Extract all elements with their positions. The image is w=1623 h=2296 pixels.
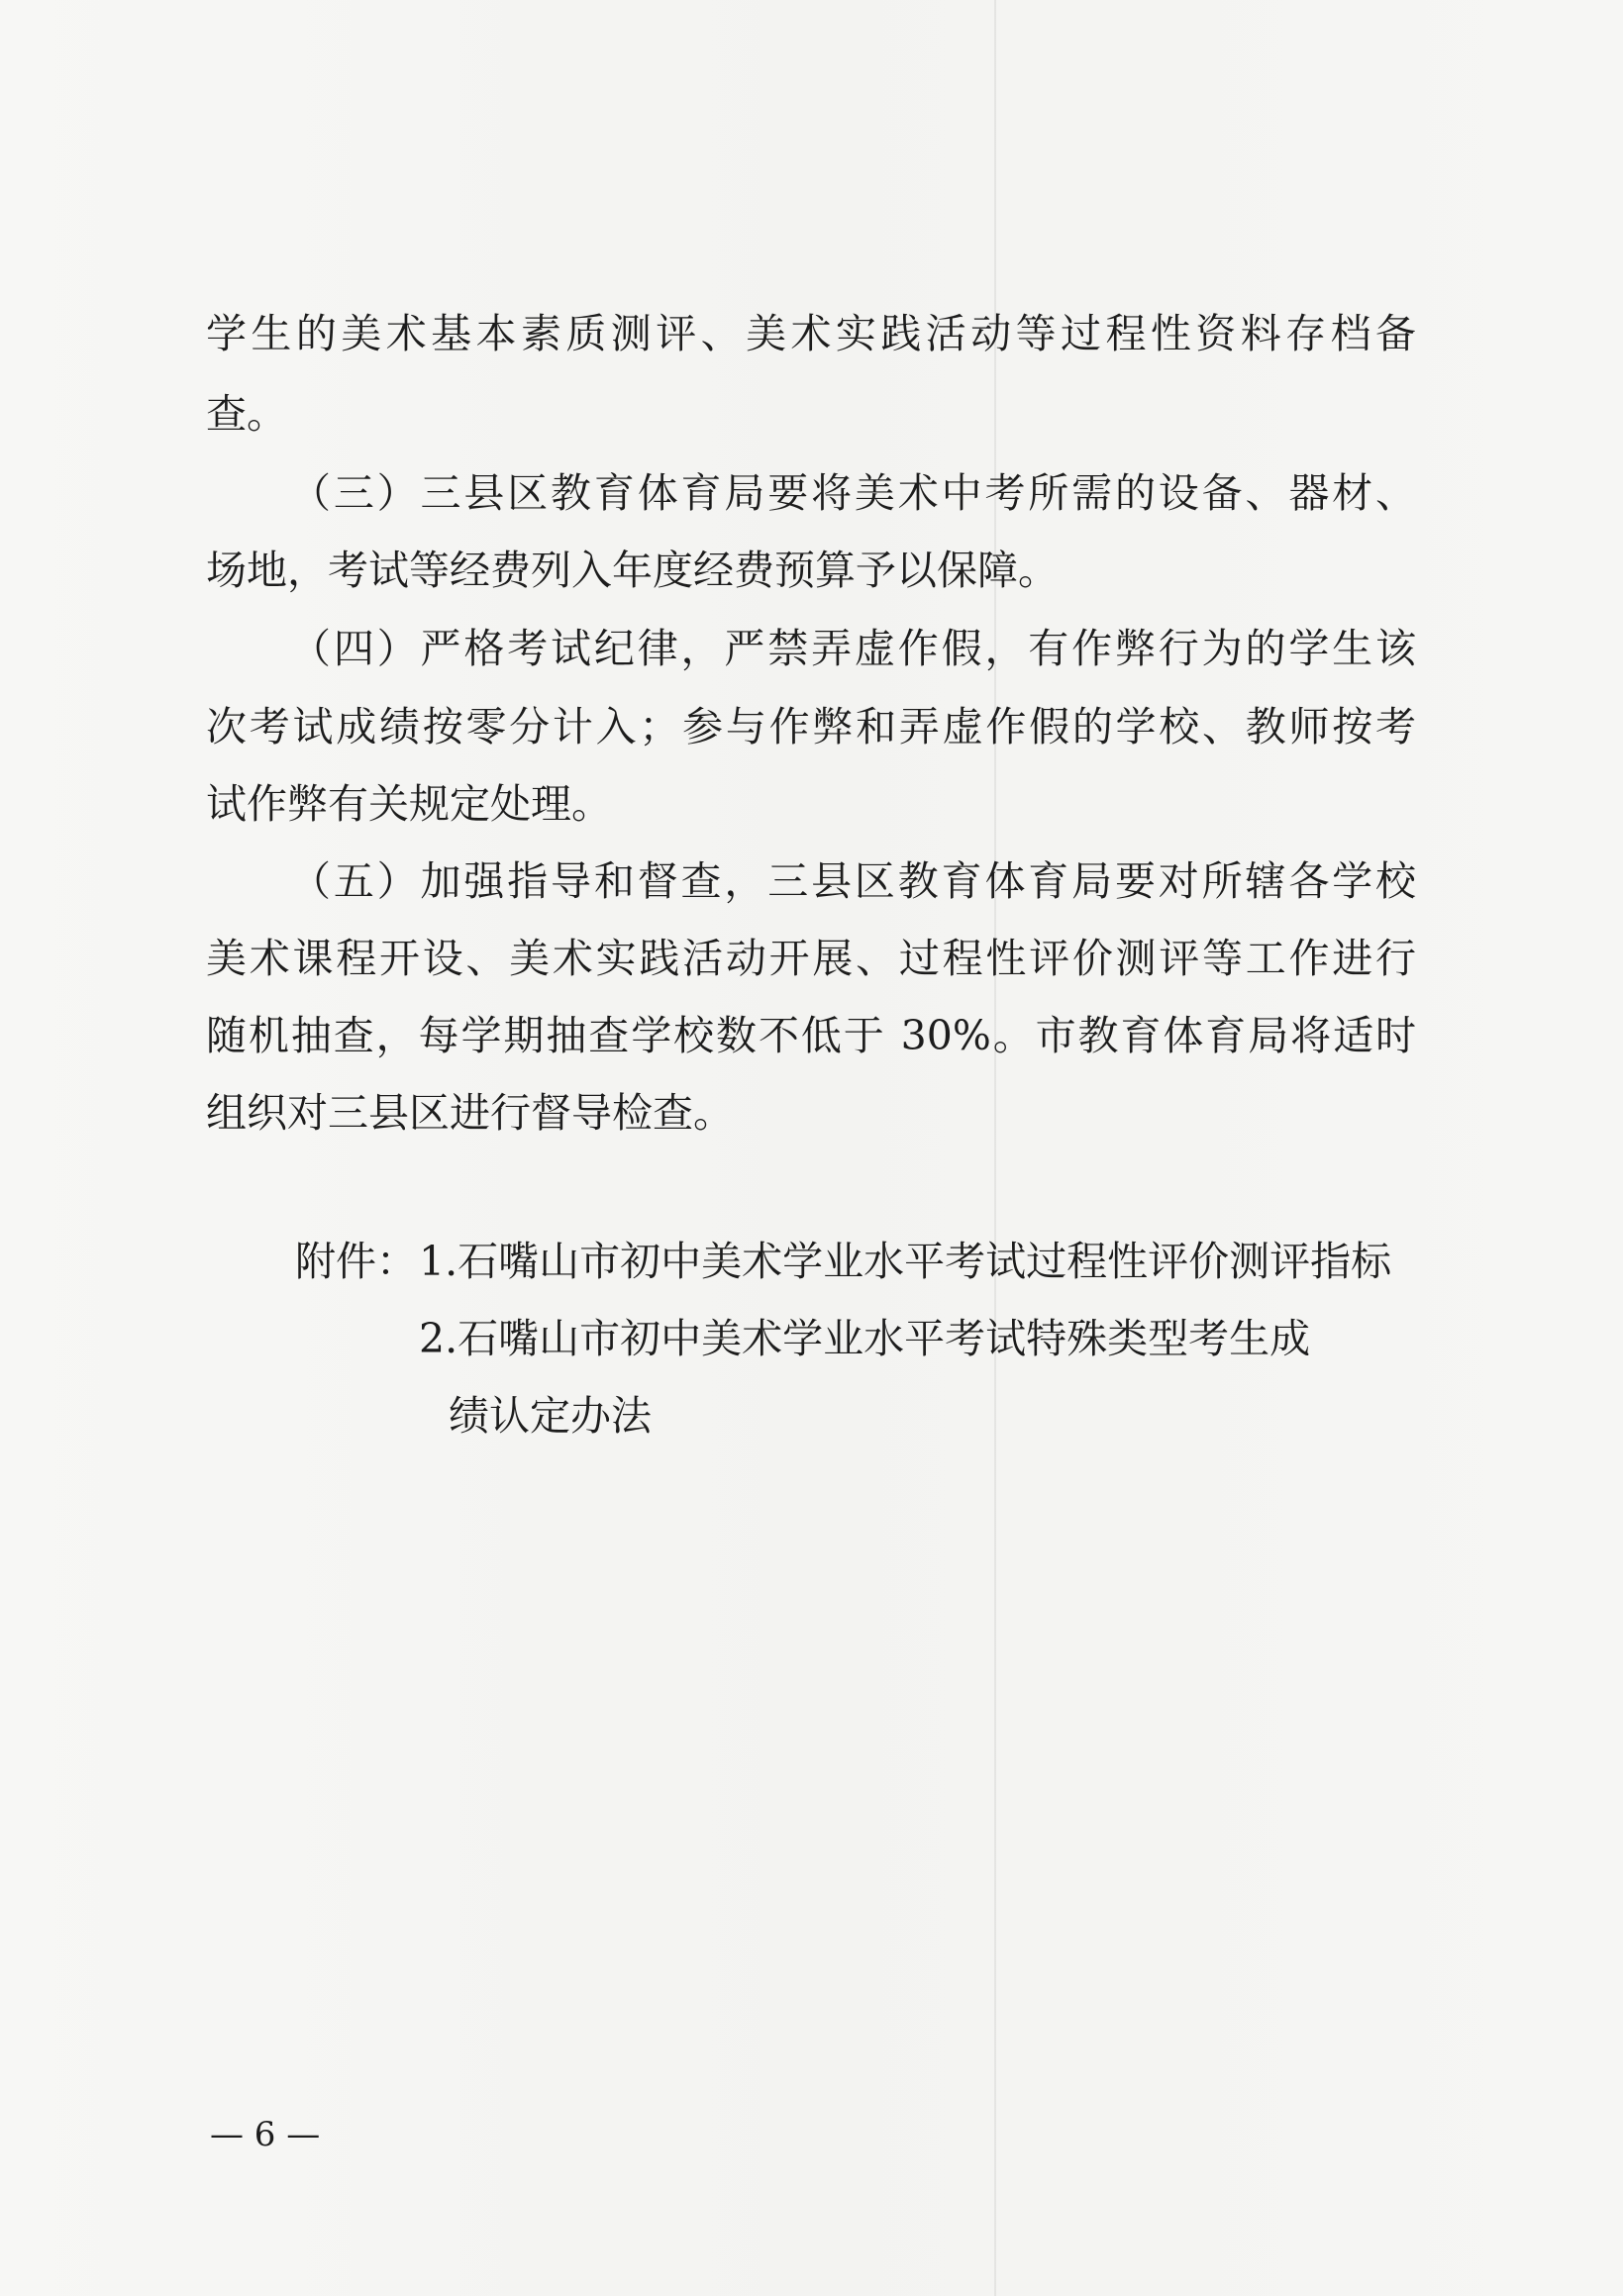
page-number: — 6 — (210, 2115, 321, 2154)
paragraph-5-line-4: 组织对三县区进行督导检查。 (206, 1089, 734, 1137)
attachment-item-2-line-2: 绩认定办法 (449, 1392, 652, 1440)
paragraph-5-line-2: 美术课程开设、美术实践活动开展、过程性评价测评等工作进行 (206, 935, 1416, 982)
attachments-label: 附件： (295, 1238, 417, 1285)
body-line-1: 学生的美术基本素质测评、美术实践活动等过程性资料存档备 (206, 310, 1416, 357)
paragraph-3-line-1: （三）三县区教育体育局要将美术中考所需的设备、器材、 (290, 469, 1416, 517)
paragraph-5-line-1: （五）加强指导和督查，三县区教育体育局要对所辖各学校 (290, 857, 1416, 905)
paragraph-4-line-2: 次考试成绩按零分计入；参与作弊和弄虚作假的学校、教师按考 (206, 703, 1416, 750)
attachment-item-2-line-1: 2.石嘴山市初中美术学业水平考试特殊类型考生成 (419, 1315, 1311, 1362)
paragraph-4-line-3: 试作弊有关规定处理。 (206, 780, 612, 828)
paragraph-5-line-3: 随机抽查，每学期抽查学校数不低于 30%。市教育体育局将适时 (206, 1012, 1416, 1059)
paragraph-3-line-2: 场地，考试等经费列入年度经费预算予以保障。 (206, 547, 1059, 594)
attachment-item-1: 1.石嘴山市初中美术学业水平考试过程性评价测评指标 (419, 1238, 1392, 1285)
body-line-2: 查。 (206, 390, 287, 438)
paragraph-4-line-1: （四）严格考试纪律，严禁弄虚作假，有作弊行为的学生该 (290, 625, 1416, 672)
